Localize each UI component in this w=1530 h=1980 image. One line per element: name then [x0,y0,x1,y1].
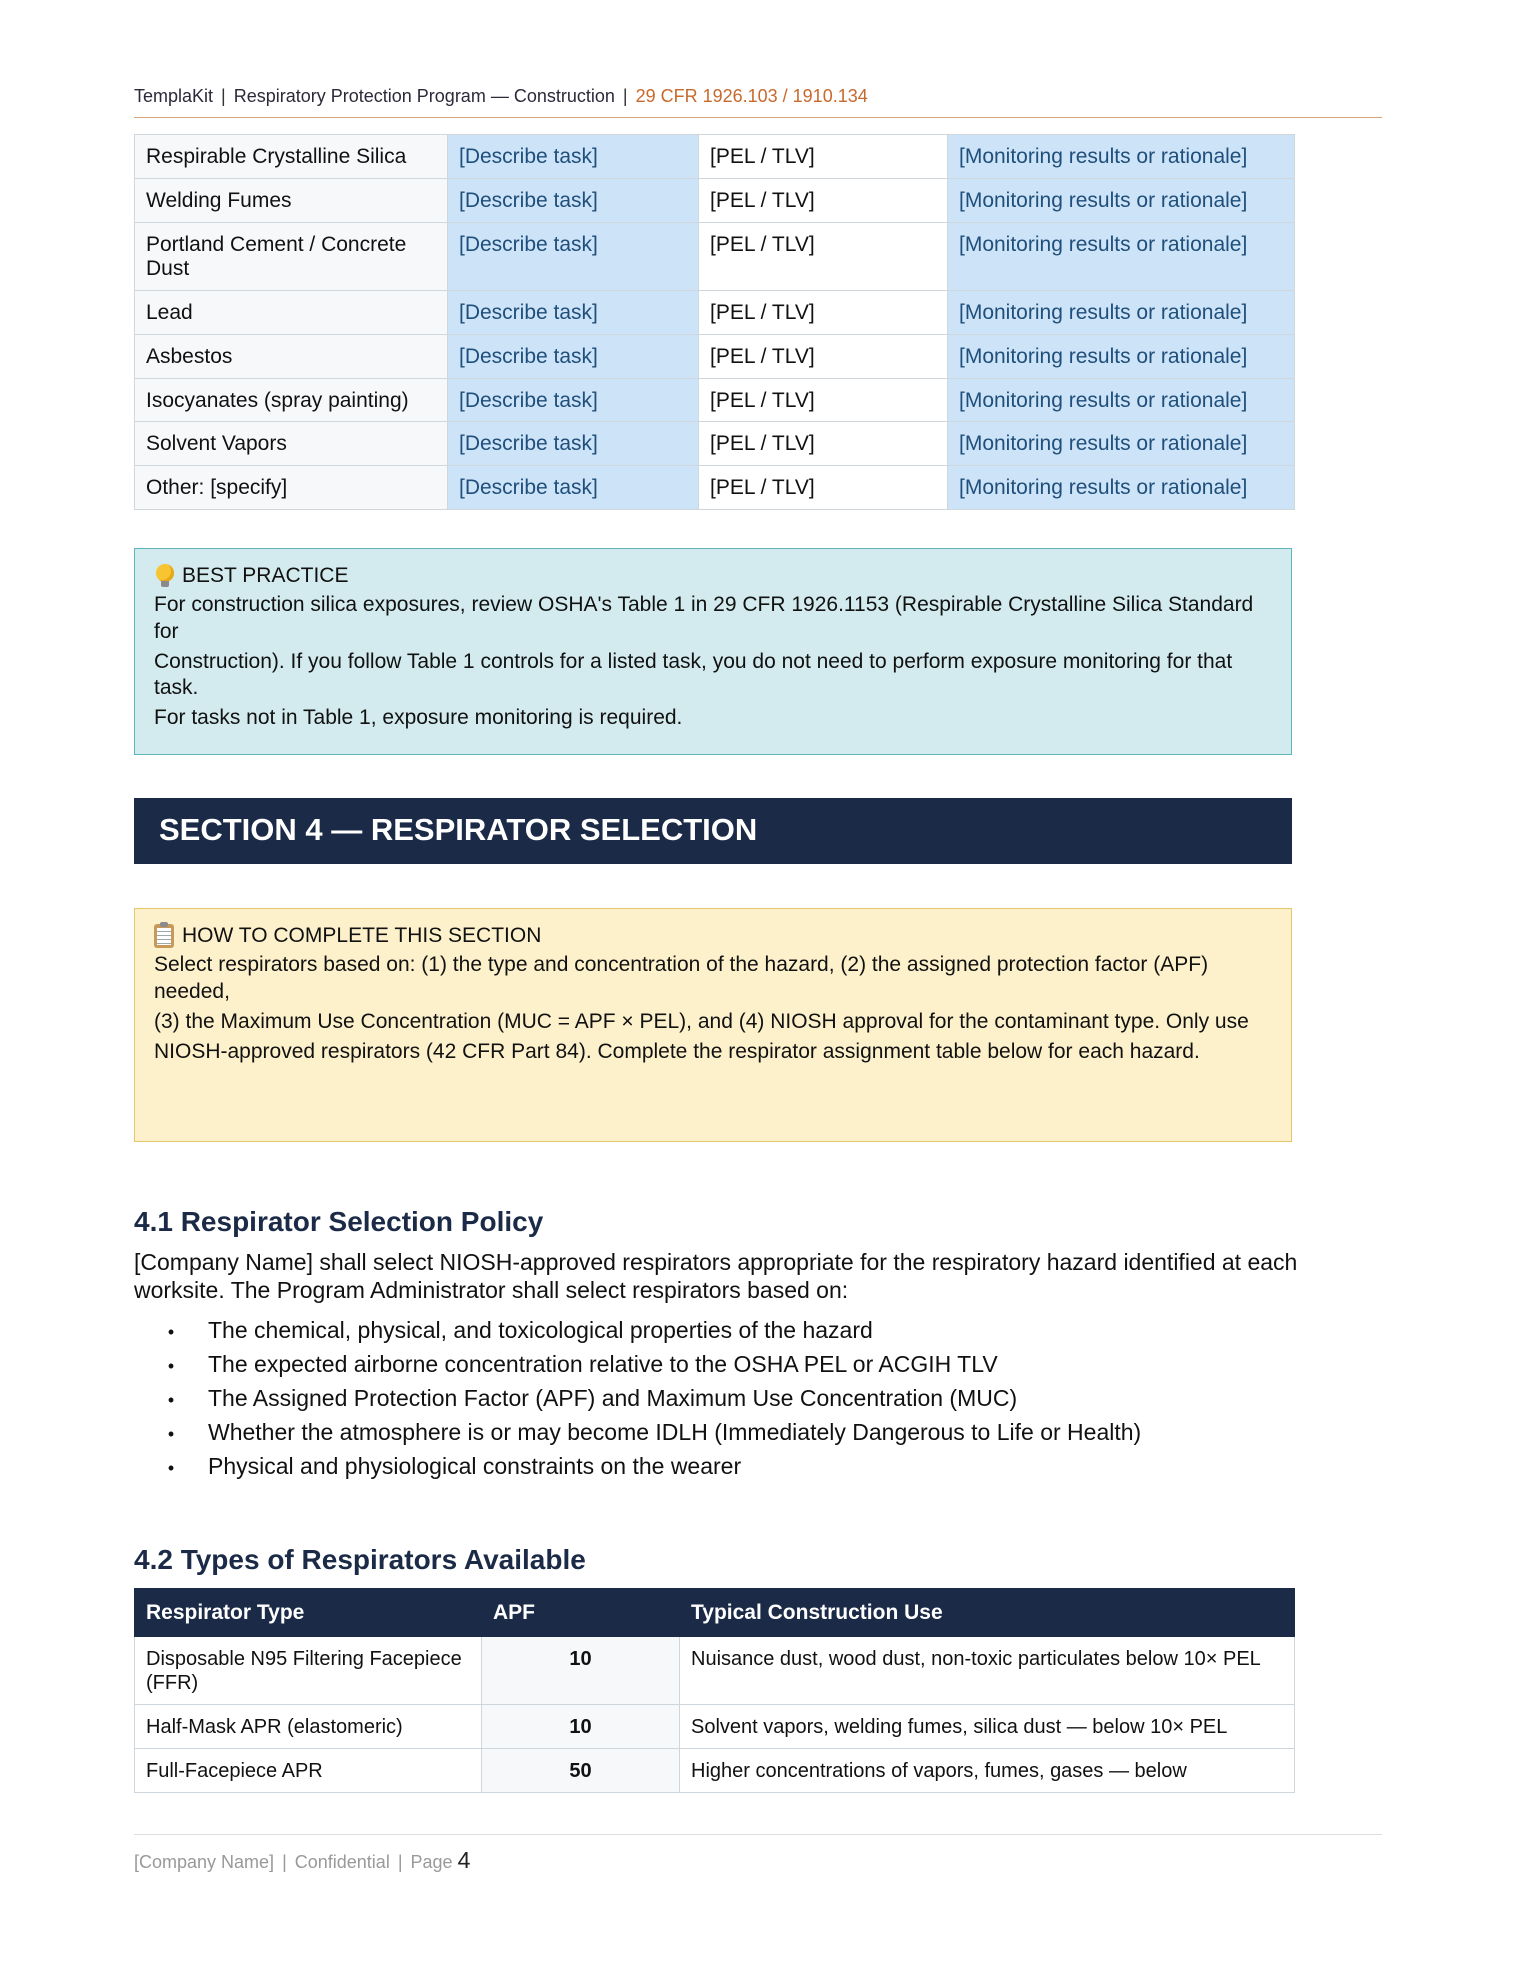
bullet-icon: • [167,1424,175,1444]
limit-field[interactable]: [PEL / TLV] [699,222,948,291]
task-field[interactable]: [Describe task] [448,334,699,378]
footer-page-label: Page [410,1852,453,1872]
result-field[interactable]: [Monitoring results or rationale] [948,178,1295,222]
apf-cell: 50 [482,1749,680,1793]
table-row [135,422,1295,466]
column-header: Respirator Type [135,1589,482,1637]
list-item-text: Whether the atmosphere is or may become IDLH (Immediately Dangerous to Life or Health) [208,1419,1142,1445]
list-item-text: The Assigned Protection Factor (APF) and Maximum Use Concentration (MUC) [208,1385,1018,1411]
list-item-text: The expected airborne concentration relative to the OSHA PEL or ACGIH TLV [208,1351,998,1377]
page-number: 4 [457,1847,471,1873]
respirator-types-table [134,1588,1295,1793]
apf-cell: 10 [482,1637,680,1705]
hazard-cell: Other: [specify] [135,466,448,510]
best-practice-line: Construction). If you follow Table 1 controls for a listed task, you do not need to perform exposure monitoring for that task. [154,649,1233,699]
hazard-cell: Lead [135,291,448,335]
typical-use-cell: Higher concentrations of vapors, fumes, gases — below [680,1749,1295,1793]
table-row [135,334,1295,378]
list-item [134,1415,1141,1449]
limit-field[interactable]: [PEL / TLV] [699,378,948,422]
respirator-type-cell: Full-Facepiece APR [135,1749,482,1793]
task-field[interactable]: [Describe task] [448,222,699,291]
how-to-callout [134,908,1292,1142]
limit-field[interactable]: [PEL / TLV] [699,422,948,466]
hazard-cell: Solvent Vapors [135,422,448,466]
result-field[interactable]: [Monitoring results or rationale] [948,222,1295,291]
selection-criteria-list [134,1313,1141,1483]
respirator-type-cell: Half-Mask APR (elastomeric) [135,1705,482,1749]
hazard-cell: Asbestos [135,334,448,378]
list-item [134,1313,1141,1347]
list-item [134,1347,1141,1381]
hazard-cell: Portland Cement / Concrete Dust [135,222,448,291]
best-practice-title: BEST PRACTICE [182,564,349,587]
table-row [135,135,1295,179]
limit-field[interactable]: [PEL / TLV] [699,334,948,378]
result-field[interactable]: [Monitoring results or rationale] [948,466,1295,510]
hazard-assessment-table [134,134,1295,510]
subsection-4-2-heading: 4.2 Types of Respirators Available [134,1544,586,1575]
list-item-text: Physical and physiological constraints on the wearer [208,1453,742,1479]
table-row [135,178,1295,222]
section-4-heading: SECTION 4 — RESPIRATOR SELECTION [134,798,1292,864]
header-doc-title: Respiratory Protection Program — Construction [233,86,615,106]
how-to-line: NIOSH-approved respirators (42 CFR Part 84). Complete the respirator assignment table below for each hazard. [154,1040,1200,1063]
header-brand: TemplaKit [134,86,214,106]
footer-confidential: Confidential [294,1852,390,1872]
task-field[interactable]: [Describe task] [448,291,699,335]
how-to-line: Select respirators based on: (1) the type and concentration of the hazard, (2) the assigned protection factor (APF) needed, [154,953,1209,1003]
table-row [135,291,1295,335]
table-row [135,1705,1295,1749]
table-row [135,378,1295,422]
subsection-4-1-heading: 4.1 Respirator Selection Policy [134,1206,544,1237]
column-header: Typical Construction Use [680,1589,1295,1637]
result-field[interactable]: [Monitoring results or rationale] [948,378,1295,422]
limit-field[interactable]: [PEL / TLV] [699,135,948,179]
task-field[interactable]: [Describe task] [448,178,699,222]
table-row [135,1749,1295,1793]
hazard-cell: Welding Fumes [135,178,448,222]
header-regulation: 29 CFR 1926.103 / 1910.134 [635,86,868,106]
respirator-type-cell: Disposable N95 Filtering Facepiece (FFR) [135,1637,482,1705]
best-practice-line: For tasks not in Table 1, exposure monitoring is required. [154,706,683,730]
page-footer: [Company Name] | Confidential | Page 4 [134,1834,1382,1874]
limit-field[interactable]: [PEL / TLV] [699,466,948,510]
task-field[interactable]: [Describe task] [448,135,699,179]
bullet-icon: • [167,1322,175,1342]
how-to-title-row [154,923,1272,949]
hazard-cell: Isocyanates (spray painting) [135,378,448,422]
best-practice-title-row [154,563,1272,589]
clipboard-icon [154,924,174,948]
table-header-row [135,1589,1295,1637]
result-field[interactable]: [Monitoring results or rationale] [948,422,1295,466]
table-row [135,466,1295,510]
best-practice-line: For construction silica exposures, review OSHA's Table 1 in 29 CFR 1926.1153 (Respirable Crystalline Silica Standard for [154,593,1254,643]
table-row [135,1637,1295,1705]
selection-policy-text: [Company Name] shall select NIOSH-approved respirators appropriate for the respiratory hazard identified at each worksite. The Program Administrator shall select respirators based on: [134,1249,1298,1303]
result-field[interactable]: [Monitoring results or rationale] [948,291,1295,335]
list-item-text: The chemical, physical, and toxicological properties of the hazard [208,1317,873,1343]
list-item [134,1381,1141,1415]
task-field[interactable]: [Describe task] [448,378,699,422]
result-field[interactable]: [Monitoring results or rationale] [948,334,1295,378]
how-to-line: (3) the Maximum Use Concentration (MUC = APF × PEL), and (4) NIOSH approval for the contaminant type. Only use [154,1009,1249,1033]
footer-company: [Company Name] [134,1852,275,1872]
result-field[interactable]: [Monitoring results or rationale] [948,135,1295,179]
hazard-cell: Respirable Crystalline Silica [135,135,448,179]
best-practice-callout [134,548,1292,755]
bullet-icon: • [167,1356,175,1376]
bullet-icon: • [167,1458,175,1478]
typical-use-cell: Nuisance dust, wood dust, non-toxic particulates below 10× PEL [680,1637,1295,1705]
list-item [134,1449,1141,1483]
limit-field[interactable]: [PEL / TLV] [699,291,948,335]
table-row [135,222,1295,291]
limit-field[interactable]: [PEL / TLV] [699,178,948,222]
typical-use-cell: Solvent vapors, welding fumes, silica dust — below 10× PEL [680,1705,1295,1749]
column-header: APF [482,1589,680,1637]
apf-cell: 10 [482,1705,680,1749]
task-field[interactable]: [Describe task] [448,422,699,466]
page-header: TemplaKit | Respiratory Protection Program — Construction | 29 CFR 1926.103 / 1910.134 [134,86,1382,118]
bullet-icon: • [167,1390,175,1410]
how-to-title: HOW TO COMPLETE THIS SECTION [182,924,542,947]
lightbulb-icon [154,563,176,589]
task-field[interactable]: [Describe task] [448,466,699,510]
